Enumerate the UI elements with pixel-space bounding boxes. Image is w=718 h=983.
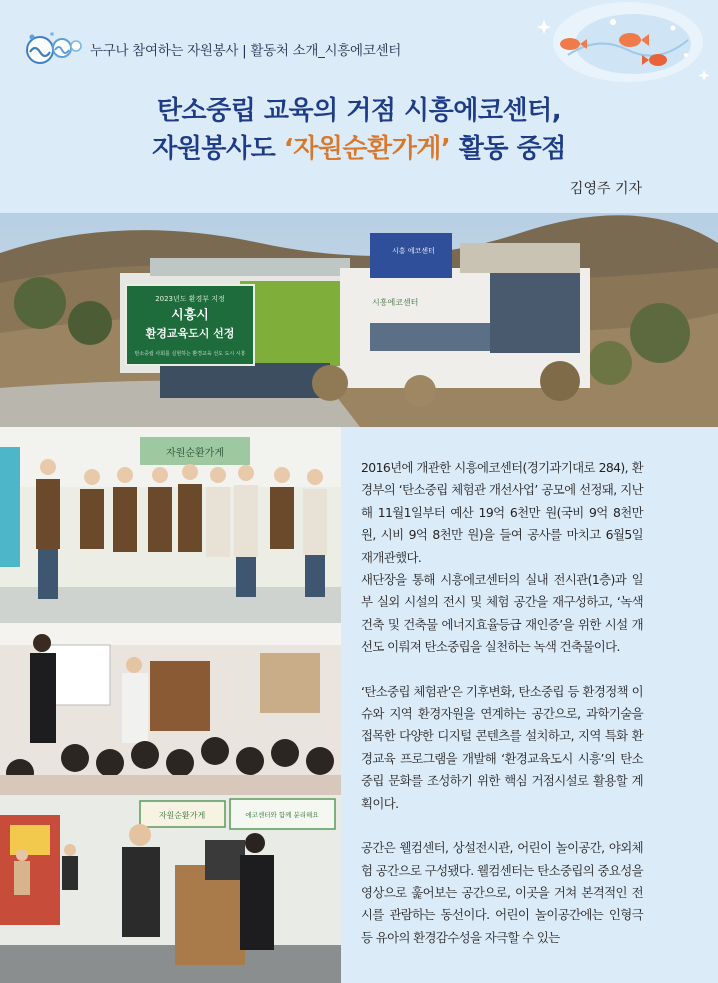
booth-sign-right-text: 에코센터와 함께 분리해요 bbox=[245, 811, 319, 819]
tower-sign-text: 시흥 에코센터 bbox=[392, 247, 435, 255]
volunteers-group-photo bbox=[0, 427, 341, 623]
title-line-2 bbox=[0, 130, 718, 168]
eco-center-building-photo bbox=[0, 213, 718, 427]
article-paragraph-2: 새단장을 통해 시흥에코센터의 실내 전시관(1층)과 일부 실외 시설의 전시 및 체험 공간을 재구성하고, ‘녹색건축 및 건축물 에너지효율등급 재인증’을 위한 시설 개선도 이뤄져 탄소중립을 실천하는 녹색 건축물이다. bbox=[361, 572, 643, 655]
booth-sign-left-text: 자원순환가게 bbox=[158, 811, 206, 820]
section-label bbox=[90, 39, 401, 59]
title-line-2-post: 활동 중점 bbox=[450, 134, 566, 164]
article-paragraph-4: 공간은 웰컴센터, 상설전시관, 어린이 놀이공간, 야외체험 공간으로 구성됐다. 웰컴센터는 탄소중립의 중요성을 영상으로 훑어보는 공간으로, 이곳을 거쳐 본격적인 전시를 관람하는 동선이다. 어린이 놀이공간에는 인형극 등 유아의 환경감수성을 자극할 수 있는 bbox=[361, 840, 643, 945]
section-separator: | bbox=[242, 43, 247, 59]
article-paragraph-3: ‘탄소중립 체험관’은 기후변화, 탄소중립 등 환경정책 이슈와 지역 환경자원을 연계하는 공간으로, 과학기술을 접목한 다양한 디지털 콘텐츠를 설치하고, 지역 특화 환경교육 프로그램을 개발해 ‘환경교육도시 시흥’의 탄소중립 문화를 조성하기 위한 핵심 거점시설로 활용할 계획이다. bbox=[361, 683, 643, 811]
banner-main-text: 환경교육도시 선정 bbox=[145, 327, 235, 340]
title-highlight: ‘자원순환가게’ bbox=[283, 134, 451, 164]
section-category: 활동처 소개_시흥에코센터 bbox=[250, 43, 401, 59]
title-line-2-pre: 자원봉사도 bbox=[152, 134, 284, 164]
fish-bowl-decoration-icon bbox=[508, 0, 718, 92]
banner-city-text: 시흥시 bbox=[171, 308, 209, 323]
volunteers-banner-text: 자원순환가게 bbox=[166, 448, 224, 459]
article-body bbox=[361, 457, 643, 949]
reporter-byline: 김영주 기자 bbox=[569, 181, 642, 197]
header bbox=[0, 0, 718, 86]
banner-foot-text: 탄소중립 사회를 실현하는 환경교육 선도 도시 시흥 bbox=[134, 351, 246, 357]
title-line-1: 탄소중립 교육의 거점 시흥에코센터, bbox=[156, 96, 562, 126]
article-paragraph-1: 2016년에 개관한 시흥에코센터(경기과기대로 284), 환경부의 ‘탄소중립 체험관 개선사업’ 공모에 선정돼, 지난해 11월1일부터 예산 19억 6천만 원(국비 9억 8천만 원, 시비 9억 8천만 원)을 들여 공사를 마치고 6월5일 재개관했다. bbox=[361, 460, 643, 565]
classroom-education-photo bbox=[0, 623, 341, 795]
recycling-booth-photo bbox=[0, 795, 341, 983]
building-sign-text: 시흥에코센터 bbox=[372, 298, 419, 307]
wave-logo-icon bbox=[22, 28, 84, 70]
banner-small-text: 2023년도 환경부 지정 bbox=[155, 295, 225, 303]
article-title bbox=[0, 92, 718, 168]
section-name: 누구나 참여하는 자원봉사 bbox=[90, 43, 239, 59]
